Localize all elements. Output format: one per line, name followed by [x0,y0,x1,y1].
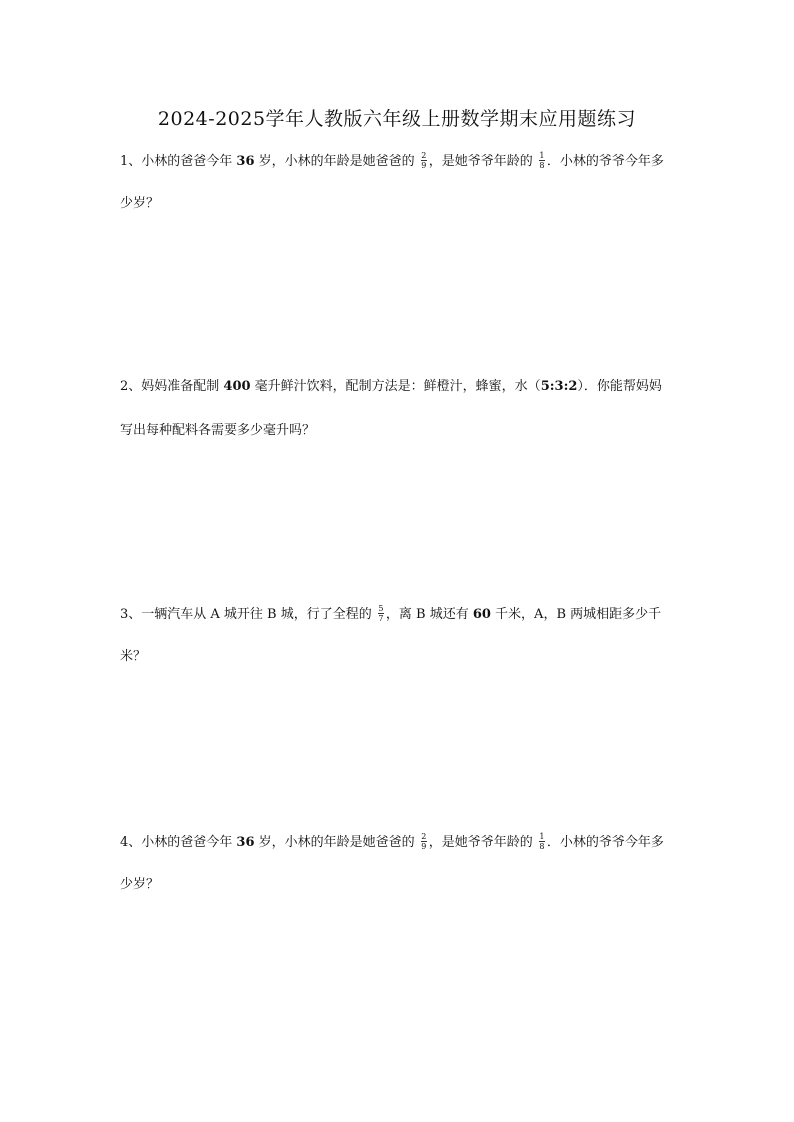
question-text: 4、小林的爸爸今年 [120,835,237,850]
fraction [539,832,545,851]
fraction-numerator: 2 [421,832,427,841]
fraction [539,151,545,170]
question-text: 3、一辆汽车从 A 城开往 B 城，行了全程的 [120,607,376,622]
question-3-line-2: 米？ [120,649,147,664]
question-number: 36 [236,154,255,169]
question-text: 毫升鲜汁饮料，配制方法是：鲜橙汁，蜂蜜，水（ [250,379,541,394]
fraction [421,151,427,170]
fraction-numerator: 5 [378,604,384,613]
question-text: ．小林的爷爷今年多 [546,835,664,850]
question-1-line-2: 少岁？ [120,196,160,211]
question-text: ，是她爷爷年龄的 [428,835,537,850]
question-number: 400 [223,379,251,394]
question-text: ，是她爷爷年龄的 [428,154,537,169]
question-text: 千米，A，B 两城相距多少千 [490,607,662,622]
question-4-line-2: 少岁？ [120,877,160,892]
fraction-denominator: 8 [539,161,545,170]
question-text: 2、妈妈准备配制 [120,379,224,394]
fraction-numerator: 2 [421,151,427,160]
fraction-denominator: 9 [421,161,427,170]
fraction-numerator: 1 [539,832,545,841]
question-text: ）．你能帮妈妈 [577,379,662,394]
question-ratio: 5:3:2 [540,379,578,394]
fraction-denominator: 7 [378,614,384,623]
question-4-line-1 [120,833,664,852]
page-title: 2024-2025学年人教版六年级上册数学期末应用题练习 [157,108,637,130]
question-number: 36 [236,835,255,850]
question-2-line-1 [120,379,662,395]
fraction [378,604,384,623]
fraction-denominator: 9 [421,842,427,851]
question-text: 1、小林的爸爸今年 [120,154,237,169]
question-text: 岁，小林的年龄是她爸爸的 [254,835,419,850]
fraction-numerator: 1 [539,151,545,160]
question-3-line-1 [120,605,661,624]
question-text: 岁，小林的年龄是她爸爸的 [254,154,419,169]
fraction [421,832,427,851]
question-number: 60 [472,607,491,622]
question-text: ．小林的爷爷今年多 [546,154,664,169]
question-2-line-2: 写出每种配料各需要多少毫升吗？ [120,423,316,438]
question-text: ，离 B 城还有 [385,607,473,622]
fraction-denominator: 8 [539,842,545,851]
question-1-line-1 [120,152,664,171]
